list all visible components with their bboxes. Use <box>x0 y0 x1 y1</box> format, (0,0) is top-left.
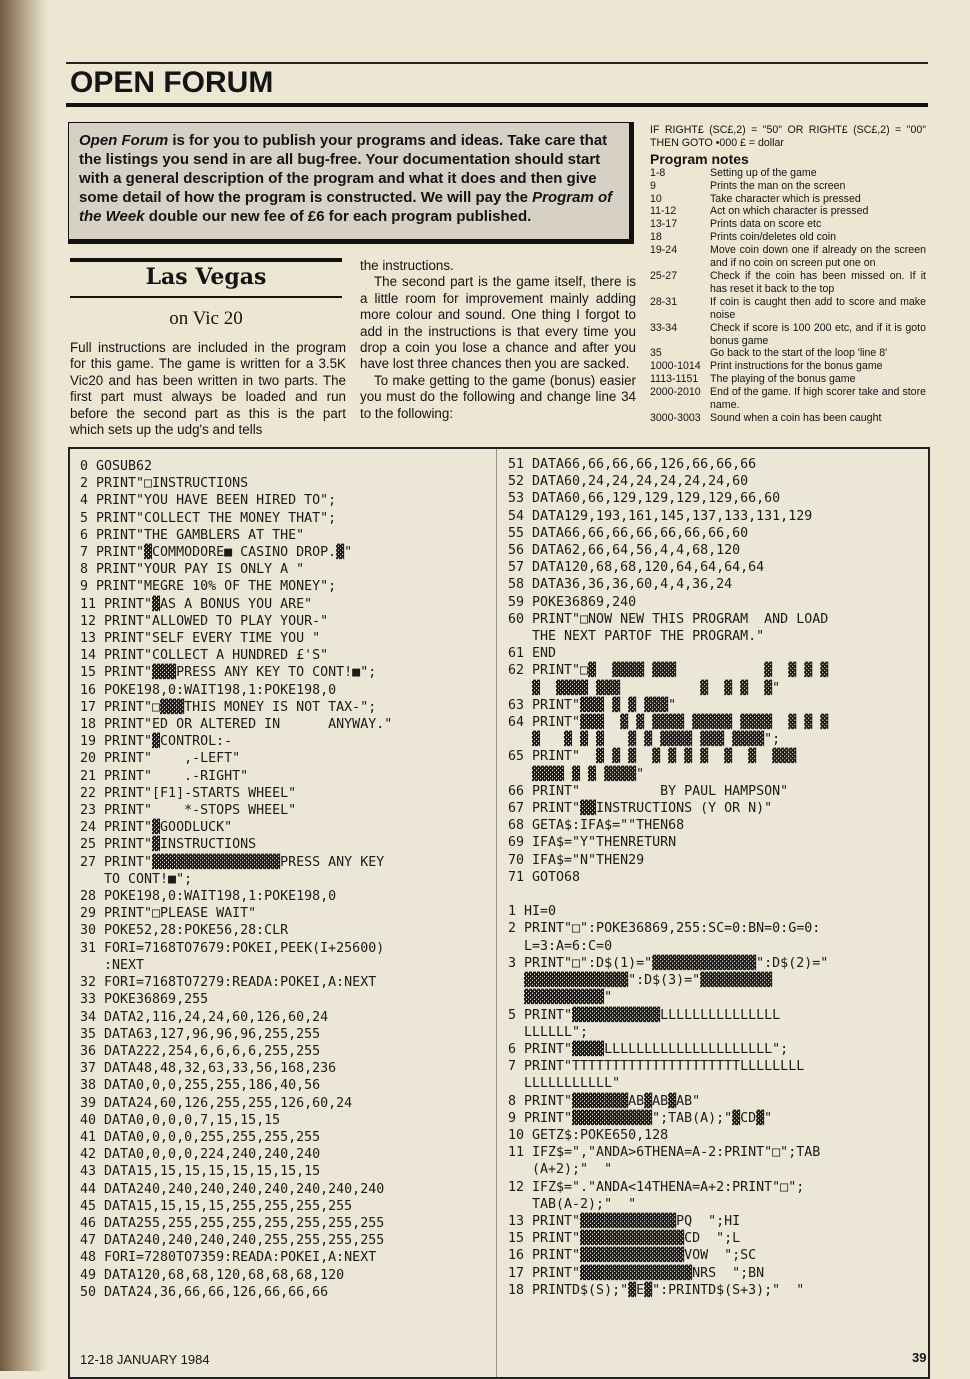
program-note-row <box>650 360 926 373</box>
note-line-range: 3000-3003 <box>650 411 701 424</box>
top-rule <box>66 62 928 64</box>
magazine-spine-shadow <box>0 0 48 1371</box>
note-description: Check if the coin has been missed on. If it has reset it back to the top <box>710 269 926 295</box>
note-description: The playing of the bonus game <box>710 373 856 386</box>
note-description: End of the game. If high scorer take and store name. <box>710 386 926 412</box>
note-description: Move coin down one if already on the screen and if no coin on screen put one on <box>710 244 926 270</box>
note-description: Go back to the start of the loop 'line 8' <box>710 347 888 360</box>
note-description: Prints coin/deletes old coin <box>710 231 837 244</box>
note-description: Print instructions for the bonus game <box>710 360 883 373</box>
article-title: Las Vegas <box>145 264 267 290</box>
program-note-row <box>650 347 926 360</box>
note-line-range: 2000-2010 <box>650 386 701 399</box>
listing-divider <box>496 449 497 1377</box>
page-number: 39 <box>912 1350 927 1365</box>
note-line-range: 1-8 <box>650 166 666 179</box>
article-column-1: Full instructions are included in the program for this game. The game is written for a 3.5K Vic20 and has been written in two parts. The first part must always be loaded and run before the second part as this is the part which sets up the udg's and tells <box>70 340 346 438</box>
article-rule-top <box>70 258 342 262</box>
intro-text <box>68 122 630 240</box>
program-note-row <box>650 218 926 231</box>
listing-part-2: 51 DATA66,66,66,66,126,66,66,66 52 DATA60,24,24,24,24,24,24,60 53 DATA60,66,129,129,129,129,66,60 54 DATA129,193,161,145,137,133,131,129 55 DATA66,66,66,66,66,66,66,60 56 DATA62,66,64,56,4,4,68,120 57 DATA120,68,68,120,64,64,64,64 58 DATA36,36,36,60,4,4,36,24 59 POKE36869,240 60 PRINT"□NOW NEW THIS PROGRAM AND LOAD THE NEXT PARTOF THE PROGRAM." 61 END 62 PRINT"□▓ ▓▓▓▓ ▓▓▓ ▓ ▓ ▓ ▓ ▓ ▓▓▓▓ ▓▓▓ ▓ ▓ ▓ ▓" 63 PRINT"▓▓▓ ▓ ▓ ▓▓▓" 64 PRINT"▓▓▓ ▓ ▓ ▓▓▓▓ ▓▓▓▓▓ ▓▓▓▓ ▓ ▓ ▓ ▓ ▓ ▓ ▓ ▓ ▓ ▓▓▓▓ ▓▓▓ ▓▓▓▓"; 65 PRINT" ▓ ▓ ▓ ▓ ▓ ▓ ▓ ▓ ▓ ▓▓▓ ▓▓▓▓ ▓ ▓ ▓▓▓▓" 66 PRINT" BY PAUL HAMPSON" 67 PRINT"▓▓INSTRUCTIONS (Y OR N)" 68 GETA$:IFA$=""THEN68 69 IFA$="Y"THENRETURN 70 IFA$="N"THEN29 71 GOTO68 1 HI=0 2 PRINT"□":POKE36869,255:SC=0:BN=0:G=0: L=3:A=6:C=0 3 PRINT"□":D$(1)="▓▓▓▓▓▓▓▓▓▓▓▓▓":D$(2)=" ▓▓▓▓▓▓▓▓▓▓▓▓▓":D$(3)="▓▓▓▓▓▓▓▓▓ ▓▓▓▓▓▓▓▓▓▓" 5 PRINT"▓▓▓▓▓▓▓▓▓▓▓LLLLLLLLLLLLLLL LLLLLL"; 6 PRINT"▓▓▓▓LLLLLLLLLLLLLLLLLLLLL"; 7 PRINT"TTTTTTTTTTTTTTTTTTTTTLLLLLLLL LLLLLLLLLLL" 8 PRINT"▓▓▓▓▓▓▓AB▓AB▓AB" 9 PRINT"▓▓▓▓▓▓▓▓▓▓";TAB(A);"▓CD▓" 10 GETZ$:POKE650,128 11 IFZ$=","ANDA>6THENA=A-2:PRINT"□";TAB (A+2);" " 12 IFZ$="."ANDA<14THENA=A+2:PRINT"□"; TAB(A-2);" " 13 PRINT"▓▓▓▓▓▓▓▓▓▓▓▓PQ ";HI 15 PRINT"▓▓▓▓▓▓▓▓▓▓▓▓▓CD ";L 16 PRINT"▓▓▓▓▓▓▓▓▓▓▓▓▓VOW ";SC 17 PRINT"▓▓▓▓▓▓▓▓▓▓▓▓▓▓NRS ";BN 18 PRINTD$(S);"▓E▓":PRINTD$(S+3);" " <box>508 457 829 1298</box>
note-description: Take character which is pressed <box>710 192 861 205</box>
note-line-range: 13-17 <box>650 218 678 231</box>
note-line-range: 18 <box>650 231 662 244</box>
note-line-range: 11-12 <box>650 205 677 218</box>
note-line-range: 19-24 <box>650 244 678 257</box>
bonus-condition: IF RIGHT£ (SC£,2) = "50" OR RIGHT£ (SC£,2) = "00" THEN GOTO •000 £ = dollar <box>650 124 926 149</box>
program-notes <box>650 124 926 425</box>
note-line-range: 10 <box>650 192 662 205</box>
note-description: Prints data on score etc <box>710 218 822 231</box>
program-note-row <box>650 373 926 386</box>
note-line-range: 35 <box>650 347 662 360</box>
program-note-row <box>650 386 926 412</box>
program-notes-heading: Program notes <box>650 150 749 167</box>
note-line-range: 1113-1151 <box>650 373 699 386</box>
note-description: Check if score is 100 200 etc, and if it is goto bonus game <box>710 321 926 347</box>
note-line-range: 1000-1014 <box>650 360 701 373</box>
note-line-range: 25-27 <box>650 269 678 282</box>
intro-text-a: is for you to publish your programs and ideas. Take care that the listings you send in are all bug-free. Your documentation should start with a general description of the program and what it does and then give some detail of how the program is constructed. We will pay the <box>79 132 608 206</box>
program-note-row <box>650 167 926 180</box>
footer-date: 12-18 JANUARY 1984 <box>80 1352 210 1367</box>
program-note-row <box>650 180 926 193</box>
note-line-range: 9 <box>650 179 656 192</box>
listing-part-1: 0 GOSUB62 2 PRINT"□INSTRUCTIONS 4 PRINT"YOU HAVE BEEN HIRED TO"; 5 PRINT"COLLECT THE MONEY THAT"; 6 PRINT"THE GAMBLERS AT THE" 7 PRINT"▓COMMODORE■ CASINO DROP.▓" 8 PRINT"YOUR PAY IS ONLY A " 9 PRINT"MEGRE 10% OF THE MONEY"; 11 PRINT"▓AS A BONUS YOU ARE" 12 PRINT"ALLOWED TO PLAY YOUR-" 13 PRINT"SELF EVERY TIME YOU " 14 PRINT"COLLECT A HUNDRED £'S" 15 PRINT"▓▓▓PRESS ANY KEY TO CONT!■"; 16 POKE198,0:WAIT198,1:POKE198,0 17 PRINT"□▓▓▓THIS MONEY IS NOT TAX-"; 18 PRINT"ED OR ALTERED IN ANYWAY." 19 PRINT"▓CONTROL:- 20 PRINT" ,-LEFT" 21 PRINT" .-RIGHT" 22 PRINT"[F1]-STARTS WHEEL" 23 PRINT" *-STOPS WHEEL" 24 PRINT"▓GOODLUCK" 25 PRINT"▓INSTRUCTIONS 27 PRINT"▓▓▓▓▓▓▓▓▓▓▓▓▓▓▓▓PRESS ANY KEY TO CONT!■"; 28 POKE198,0:WAIT198,1:POKE198,0 29 PRINT"□PLEASE WAIT" 30 POKE52,28:POKE56,28:CLR 31 FORI=7168TO7679:POKEI,PEEK(I+25600) :NEXT 32 FORI=7168TO7279:READA:POKEI,A:NEXT 33 POKE36869,255 34 DATA2,116,24,24,60,126,60,24 35 DATA63,127,96,96,96,255,255 36 DATA222,254,6,6,6,6,255,255 37 DATA48,48,32,63,33,56,168,236 38 DATA0,0,0,255,255,186,40,56 39 DATA24,60,126,255,255,126,60,24 40 DATA0,0,0,0,7,15,15,15 41 DATA0,0,0,0,255,255,255,255 42 DATA0,0,0,0,224,240,240,240 43 DATA15,15,15,15,15,15,15,15 44 DATA240,240,240,240,240,240,240,240 45 DATA15,15,15,15,255,255,255,255 46 DATA255,255,255,255,255,255,255,255 47 DATA240,240,240,240,255,255,255,255 48 FORI=7280TO7359:READA:POKEI,A:NEXT 49 DATA120,68,68,120,68,68,68,120 50 DATA24,36,66,66,126,66,66,66 <box>80 459 393 1300</box>
article-col2-p1: the instructions. <box>360 258 454 273</box>
note-line-range: 28-31 <box>650 295 678 308</box>
intro-program-of-week: Program of the Week <box>79 189 613 225</box>
program-note-row <box>650 412 926 425</box>
article-col2-p2: The second part is the game itself, there is a little room for improvement mainly adding more colour and sound. One thing I forgot to add in the instructions is that every time you drop a coin you lose a chance and after you have lost three chances then you are sacked. <box>360 274 636 372</box>
program-listing <box>68 447 930 1379</box>
program-note-row <box>650 244 926 270</box>
note-description: Sound when a coin has been caught <box>710 411 882 424</box>
program-note-row <box>650 296 926 322</box>
intro-open-forum: Open Forum <box>79 132 169 149</box>
article-subtitle: on Vic 20 <box>169 308 243 329</box>
page-title: OPEN FORUM <box>70 66 274 99</box>
note-line-range: 33-34 <box>650 321 678 334</box>
article-rule-bottom <box>70 296 342 298</box>
title-rule <box>66 103 928 107</box>
program-note-row <box>650 205 926 218</box>
intro-box <box>68 122 634 244</box>
note-description: Setting up of the game <box>710 166 817 179</box>
note-description: If coin is caught then add to score and make noise <box>710 295 926 321</box>
program-note-row <box>650 193 926 206</box>
intro-text-b: double our new fee of £6 for each program published. <box>144 208 532 225</box>
program-note-row <box>650 231 926 244</box>
article-column-2 <box>360 258 636 422</box>
article-col2-p3: To make getting to the game (bonus) easier you must do the following and change line 34 to the following: <box>360 372 636 421</box>
magazine-page <box>48 0 970 1371</box>
note-description: Act on which character is pressed <box>710 205 869 218</box>
note-description: Prints the man on the screen <box>710 179 846 192</box>
program-note-row <box>650 270 926 296</box>
program-notes-list <box>650 167 926 425</box>
program-note-row <box>650 322 926 348</box>
